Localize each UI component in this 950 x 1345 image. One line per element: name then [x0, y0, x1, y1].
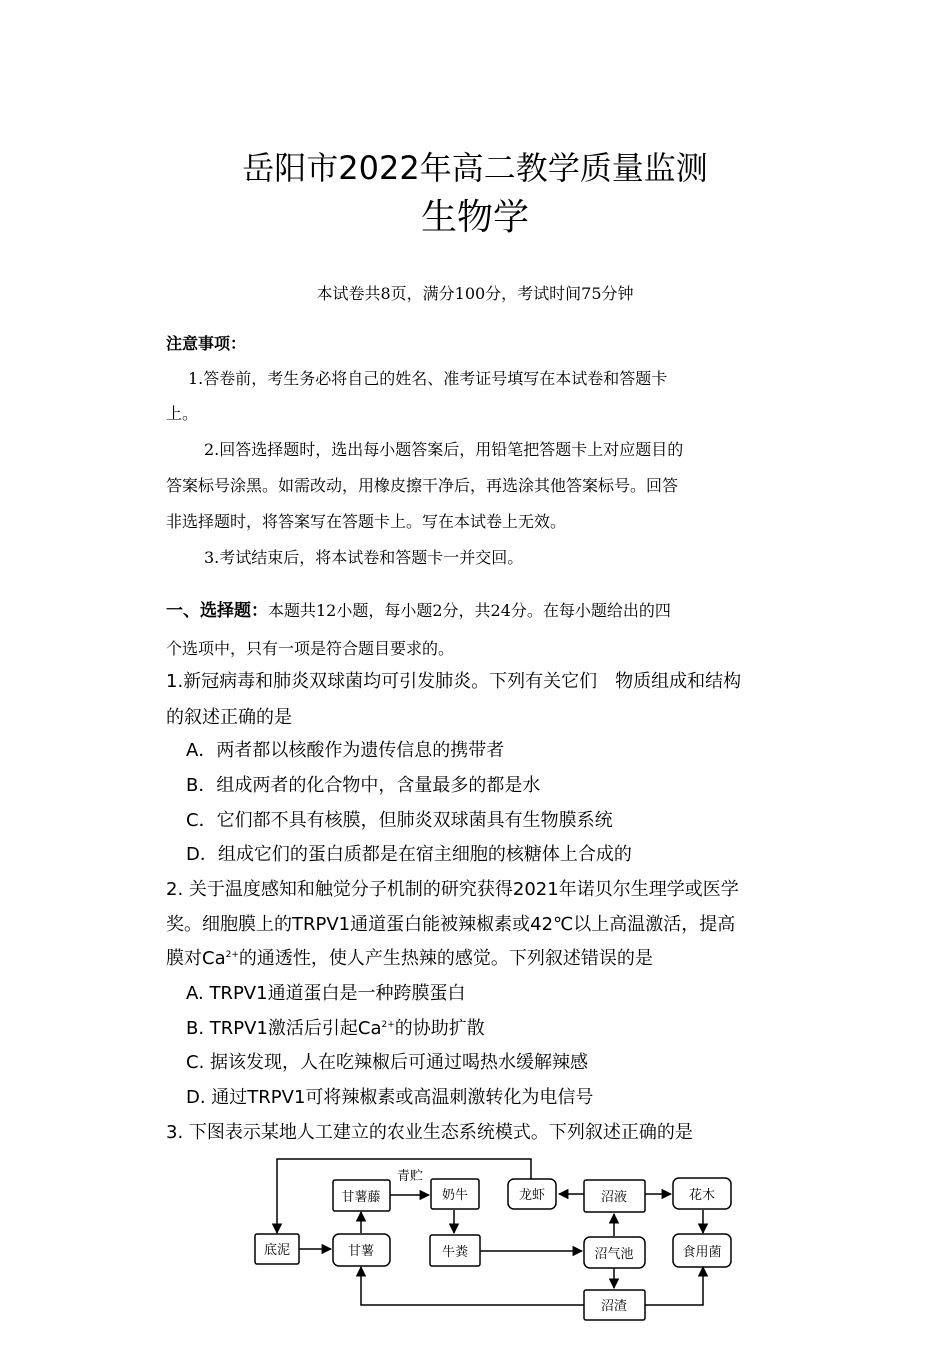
node-niufen-label: 牛粪: [441, 1245, 469, 1260]
node-ganshu: [333, 1234, 390, 1266]
q2-option-a: A. TRPV1通道蛋白是一种跨膜蛋白: [186, 983, 466, 1004]
section-1-desc-1: 本题共12小题，每小题2分，共24分。在每小题给出的四: [268, 601, 671, 620]
q1-option-b: B．组成两者的化合物中，含量最多的都是水: [186, 775, 541, 796]
node-niufen: [430, 1235, 480, 1266]
q2-stem-line-1: 2. 关于温度感知和触觉分子机制的研究获得2021年诺贝尔生理学或医学: [166, 879, 739, 900]
notice-item-2-line-3: 非选择题时，将答案写在答题卡上。写在本试卷上无效。: [166, 512, 567, 531]
node-ganshuteng-label: 甘薯藤: [341, 1190, 381, 1205]
notice-item-1-line-1: 1.答卷前，考生务必将自己的姓名、准考证号填写在本试卷和答题卡: [188, 369, 668, 388]
q2-stem-line-3-post: 的通透性，使人产生热辣的感觉。下列叙述错误的是: [238, 948, 653, 969]
q2-stem-superscript: 2+: [225, 950, 239, 960]
section-1-desc-2: 个选项中，只有一项是符合题目要求的。: [166, 639, 455, 658]
subject-title: 生物学: [420, 197, 529, 238]
node-shiyongjun-label: 食用菌: [682, 1245, 722, 1260]
q2-option-b-superscript: 2+: [381, 1020, 395, 1030]
node-zhaoqichi: [584, 1237, 645, 1268]
node-zhaoqichi-label: 沼气池: [594, 1247, 634, 1262]
q2-option-b-pre: B. TRPV1激活后引起Ca: [186, 1018, 382, 1039]
section-1-heading: 一、选择题：: [166, 601, 268, 621]
node-zhaoye-label: 沼液: [600, 1190, 628, 1205]
notice-item-2-line-2: 答案标号涂黑。如需改动，用橡皮擦干净后，再选涂其他答案标号。回答: [166, 476, 679, 495]
q1-stem-line-1: 1.新冠病毒和肺炎双球菌均可引发肺炎。下列有关它们 物质组成和结构: [166, 671, 742, 692]
node-nainiu: [431, 1179, 479, 1209]
q1-stem-line-2: 的叙述正确的是: [166, 707, 292, 728]
notice-item-1-line-2: 上。: [166, 404, 199, 423]
node-huamu: [673, 1178, 731, 1209]
node-dini-label: 底泥: [263, 1243, 291, 1258]
node-huamu-label: 花木: [688, 1188, 716, 1203]
q2-stem-line-2: 奖。细胞膜上的TRPV1通道蛋白能被辣椒素或42℃以上高温激活，提高: [166, 914, 736, 935]
node-zhaoye: [584, 1180, 645, 1212]
edge-label-qingzhu: 青贮: [396, 1169, 424, 1184]
node-ganshuteng: [333, 1180, 390, 1211]
node-longxia: [508, 1179, 556, 1209]
q1-option-a: A．两者都以核酸作为遗传信息的携带者: [186, 740, 505, 761]
notice-item-3: 3.考试结束后，将本试卷和答题卡一并交回。: [204, 548, 524, 567]
node-dini: [255, 1234, 299, 1264]
arrow-zhaozha-to-shiyongjun: [645, 1267, 703, 1305]
q3-stem: 3. 下图表示某地人工建立的农业生态系统模式。下列叙述正确的是: [166, 1122, 693, 1143]
exam-info: 本试卷共8页，满分100分，考试时间75分钟: [316, 284, 634, 303]
notice-item-2-line-1: 2.回答选择题时，选出每小题答案后，用铅笔把答题卡上对应题目的: [204, 440, 684, 459]
q2-stem-line-3-pre: 膜对Ca: [166, 948, 226, 969]
q2-option-c: C. 据该发现，人在吃辣椒后可通过喝热水缓解辣感: [186, 1052, 589, 1073]
node-zhaozha: [584, 1290, 645, 1320]
node-zhaozha-label: 沼渣: [600, 1299, 628, 1314]
q1-option-c: C．它们都不具有核膜，但肺炎双球菌具有生物膜系统: [186, 810, 613, 831]
q1-option-d: D．组成它们的蛋白质都是在宿主细胞的核糖体上合成的: [186, 844, 632, 865]
q2-option-b-post: 的协助扩散: [394, 1018, 485, 1039]
notice-heading: 注意事项：: [166, 334, 247, 353]
node-longxia-label: 龙虾: [518, 1188, 546, 1203]
exam-title: 岳阳市2022年高二教学质量监测: [242, 149, 708, 187]
node-ganshu-label: 甘薯: [347, 1244, 375, 1259]
node-nainiu-label: 奶牛: [441, 1188, 469, 1203]
arrow-zhaozha-to-ganshu: [361, 1267, 584, 1305]
q2-option-d: D. 通过TRPV1可将辣椒素或高温刺激转化为电信号: [186, 1087, 594, 1108]
node-shiyongjun: [673, 1234, 731, 1267]
